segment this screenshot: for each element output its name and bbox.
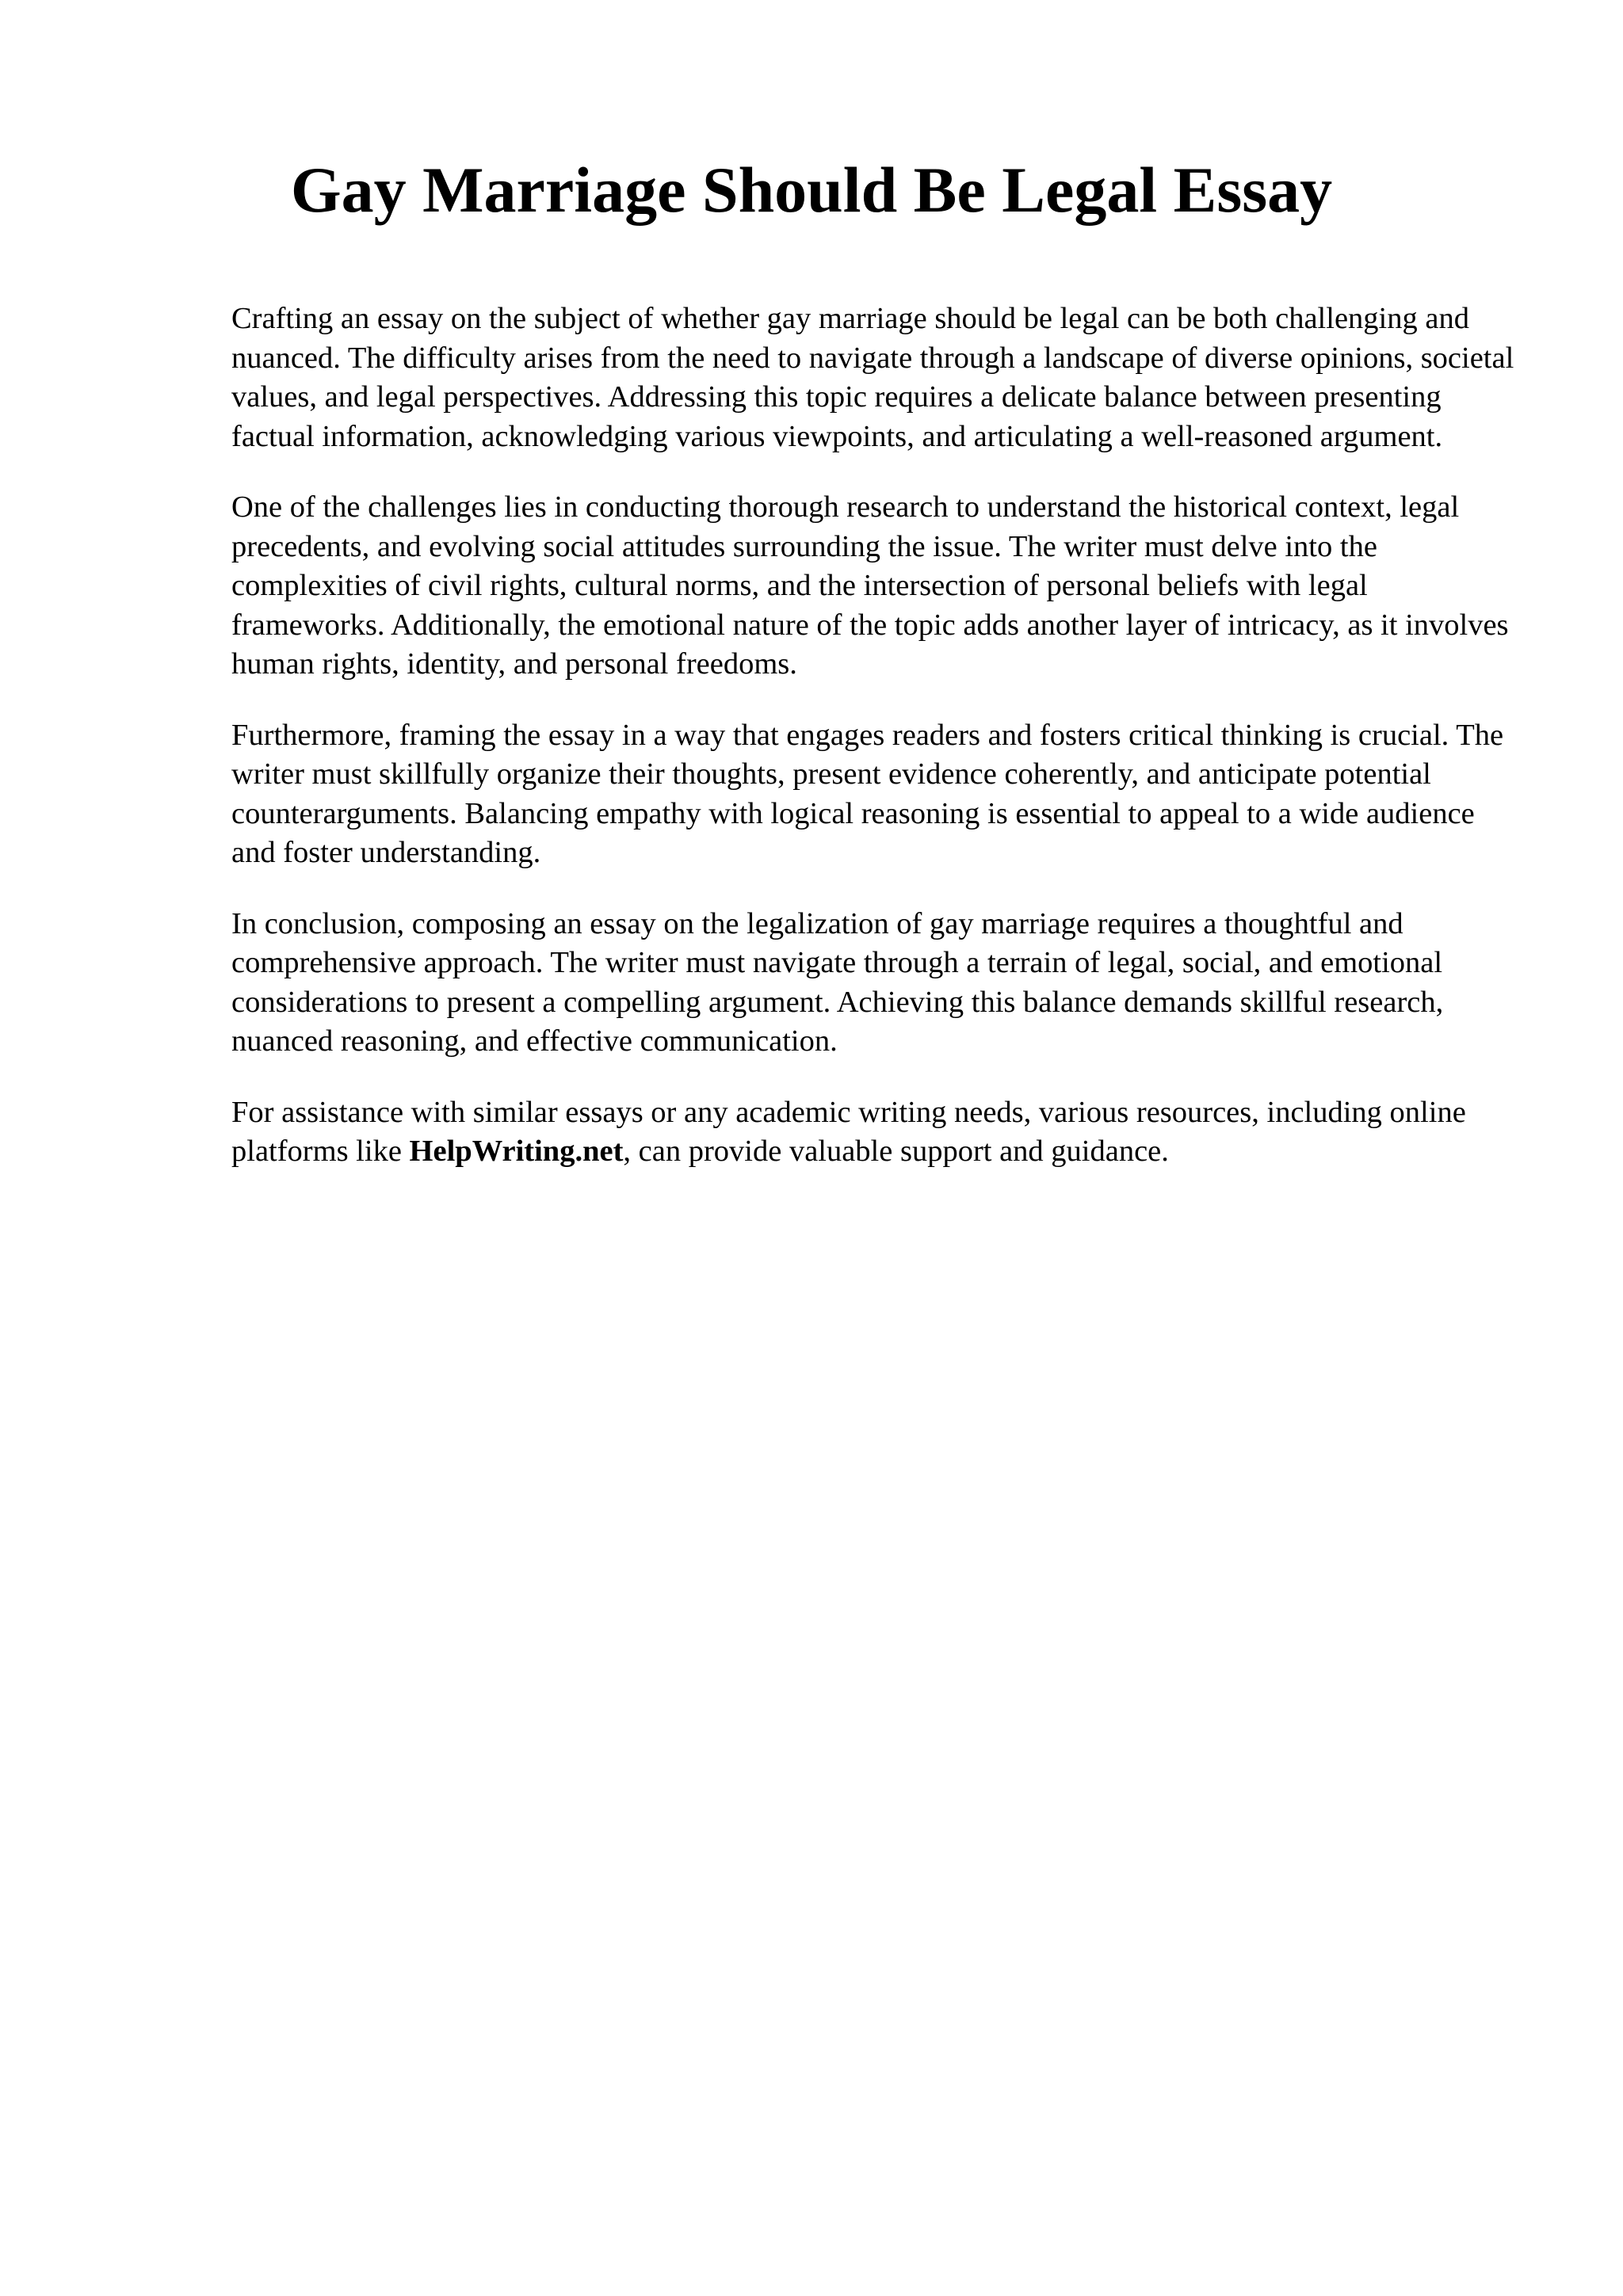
closing-text-before: For assistance with similar essays or any academic writing needs, various resources, including online platforms like <box>231 1095 1466 1168</box>
closing-text-after: , can provide valuable support and guidance. <box>623 1135 1169 1168</box>
paragraph-1: Crafting an essay on the subject of whether gay marriage should be legal can be both challenging and nuanced. The difficulty arises from the need to navigate through a landscape of diverse opinions, societal values, and legal perspectives. Addressing this topic requires a delicate balance between presenting factual information, acknowledging various viewpoints, and articulating a well-reasoned argument. <box>231 302 1514 453</box>
closing-paragraph <box>231 1093 1515 1172</box>
paragraph-4: In conclusion, composing an essay on the legalization of gay marriage requires a thoughtful and comprehensive approach. The writer must navigate through a terrain of legal, social, and emotional considerations to present a compelling argument. Achieving this balance demands skillful research, nuanced reasoning, and effective communication. <box>231 906 1444 1058</box>
paragraph-2: One of the challenges lies in conducting thorough research to understand the historical context, legal precedents, and evolving social attitudes surrounding the issue. The writer must delve into the complexities of civil rights, cultural norms, and the intersection of personal beliefs with legal frameworks. Additionally, the emotional nature of the topic adds another layer of intricacy, as it involves human rights, identity, and personal freedoms. <box>231 490 1509 681</box>
brand-name: HelpWriting.net <box>409 1135 624 1168</box>
paragraph-3: Furthermore, framing the essay in a way that engages readers and fosters critical thinking is crucial. The writer must skillfully organize their thoughts, present evidence coherently, and anticipate potential counterarguments. Balancing empathy with logical reasoning is essential to appeal to a wide audience and foster understanding. <box>231 718 1504 869</box>
document-body <box>231 299 1515 1203</box>
document-title: Gay Marriage Should Be Legal Essay <box>290 154 1333 226</box>
